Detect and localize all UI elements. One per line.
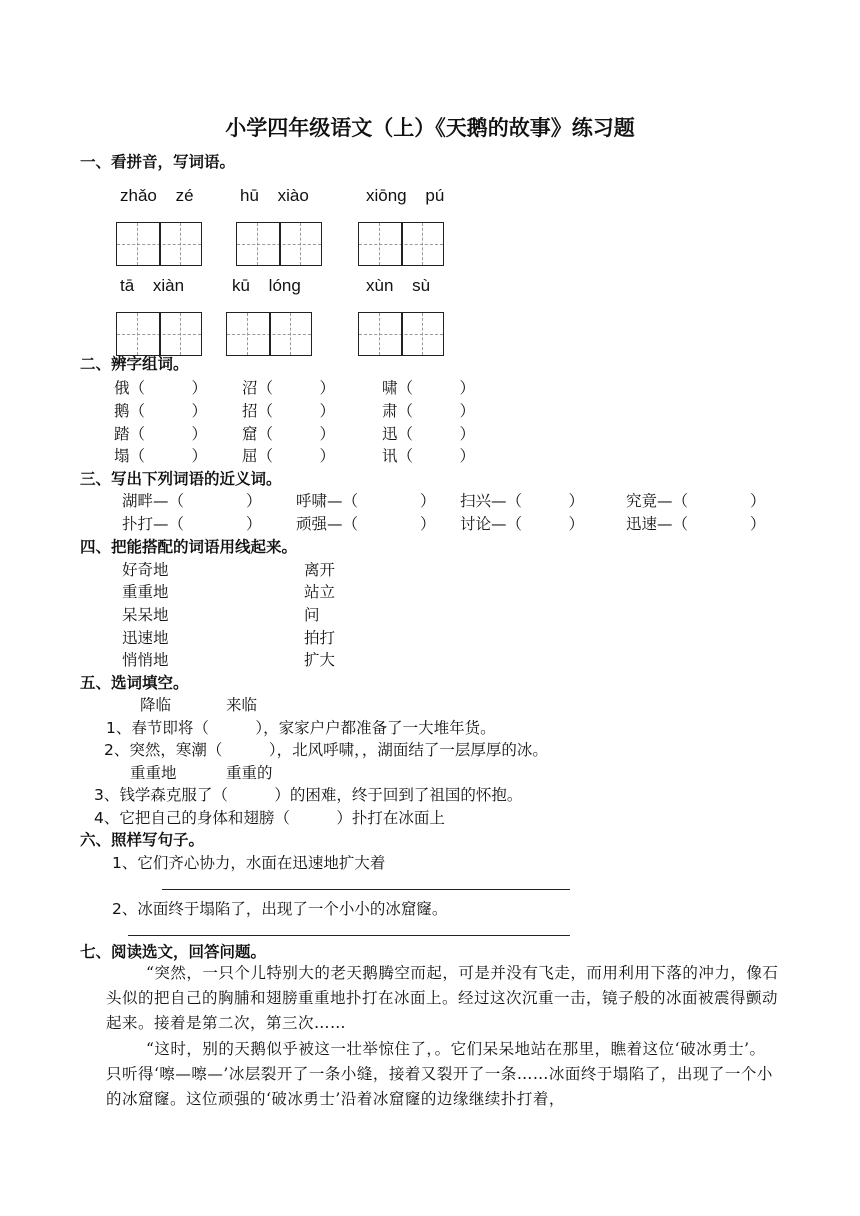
section-6-heading: 六、照样写句子。: [80, 831, 205, 849]
writing-grid[interactable]: [358, 312, 444, 356]
sentence-example: 2、冰面终于塌陷了，出现了一个小小的冰窟窿。: [112, 900, 448, 918]
match-right-item: 拍打: [304, 629, 336, 647]
section-7-heading: 七、阅读选文，回答问题。: [80, 943, 267, 961]
word-item: 俄（ ）: [114, 379, 208, 397]
word-item: 塌（ ）: [114, 447, 208, 465]
pinyin-huxiao: hū xiào: [240, 186, 309, 205]
word-option: 重重地: [130, 764, 177, 782]
match-right-item: 站立: [304, 583, 336, 601]
pinyin-xiongpu: xiōng pú: [366, 186, 445, 205]
match-left-item: 迅速地: [122, 629, 169, 647]
pinyin-zhaoze: zhǎo zé: [120, 186, 194, 205]
writing-grid[interactable]: [116, 312, 202, 356]
pinyin-taxian: tā xiàn: [120, 276, 185, 295]
section-3-heading: 三、写出下列词语的近义词。: [80, 470, 282, 488]
fill-question: 2、突然，寒潮（ ），北风呼啸，，湖面结了一层厚厚的冰。: [104, 741, 548, 759]
synonym-item: 扫兴—（ ）: [460, 492, 585, 510]
match-right-item: 问: [304, 606, 320, 624]
word-item: 屈（ ）: [242, 447, 336, 465]
writing-grid[interactable]: [226, 312, 312, 356]
match-left-item: 好奇地: [122, 561, 169, 579]
match-left-item: 重重地: [122, 583, 169, 601]
synonym-item: 迅速—（ ）: [626, 515, 766, 533]
match-right-item: 离开: [304, 561, 336, 579]
writing-grid[interactable]: [116, 222, 202, 266]
word-item: 窟（ ）: [242, 425, 336, 443]
word-option: 重重的: [226, 764, 273, 782]
word-item: 啸（ ）: [382, 379, 476, 397]
fill-question: 1、春节即将（ ），家家户户都准备了一大堆年货。: [106, 719, 496, 737]
section-4-heading: 四、把能搭配的词语用线起来。: [80, 538, 298, 556]
answer-line[interactable]: [162, 889, 570, 890]
synonym-item: 讨论—（ ）: [460, 515, 585, 533]
answer-line[interactable]: [128, 935, 570, 936]
synonym-item: 顽强—（ ）: [296, 515, 436, 533]
sentence-example: 1、它们齐心协力，水面在迅速地扩大着: [112, 854, 386, 872]
word-item: 肃（ ）: [382, 402, 476, 420]
match-left-item: 呆呆地: [122, 606, 169, 624]
word-item: 踏（ ）: [114, 425, 208, 443]
word-option: 来临: [226, 696, 258, 714]
fill-question: 4、它把自己的身体和翅膀（ ）扑打在冰面上: [94, 809, 445, 827]
word-item: 沼（ ）: [242, 379, 336, 397]
synonym-item: 呼啸—（ ）: [296, 492, 436, 510]
word-option: 降临: [140, 696, 172, 714]
writing-grid[interactable]: [358, 222, 444, 266]
match-left-item: 悄悄地: [122, 651, 169, 669]
synonym-item: 湖畔—（ ）: [122, 492, 262, 510]
section-1-heading: 一、看拼音，写词语。: [80, 153, 236, 171]
reading-paragraph: “这时，别的天鹅似乎被这一壮举惊住了，。它们呆呆地站在那里，瞧着这位‘破冰勇士’。 只听得‘嚓—嚓—’冰层裂开了一条小缝，接着又裂开了一条……冰面终于塌陷了，出现了一个小的冰窟窿。这位顽强的‘破冰勇士’沿着冰窟窿的边缘继续扑打着，: [106, 1040, 773, 1108]
word-item: 迅（ ）: [382, 425, 476, 443]
writing-grid[interactable]: [236, 222, 322, 266]
reading-paragraph: “突然，一只个儿特别大的老天鹅腾空而起，可是并没有飞走，而用利用下落的冲力，像石头似的把自己的胸脯和翅膀重重地扑打在冰面上。经过这次沉重一击，镜子般的冰面被震得颤动起来。接着是第二次，第三次……: [106, 964, 779, 1032]
word-item: 讯（ ）: [382, 447, 476, 465]
page-title: 小学四年级语文（上）《天鹅的故事》练习题: [225, 116, 635, 140]
word-item: 鹅（ ）: [114, 402, 208, 420]
match-right-item: 扩大: [304, 651, 336, 669]
pinyin-xunsu: xùn sù: [366, 276, 431, 295]
synonym-item: 扑打—（ ）: [122, 515, 262, 533]
section-5-heading: 五、选词填空。: [80, 674, 189, 692]
word-item: 招（ ）: [242, 402, 336, 420]
fill-question: 3、钱学森克服了（ ）的困难，终于回到了祖国的怀抱。: [94, 786, 523, 804]
synonym-item: 究竟—（ ）: [626, 492, 766, 510]
pinyin-kulong: kū lóng: [232, 276, 301, 295]
section-2-heading: 二、辨字组词。: [80, 355, 189, 373]
